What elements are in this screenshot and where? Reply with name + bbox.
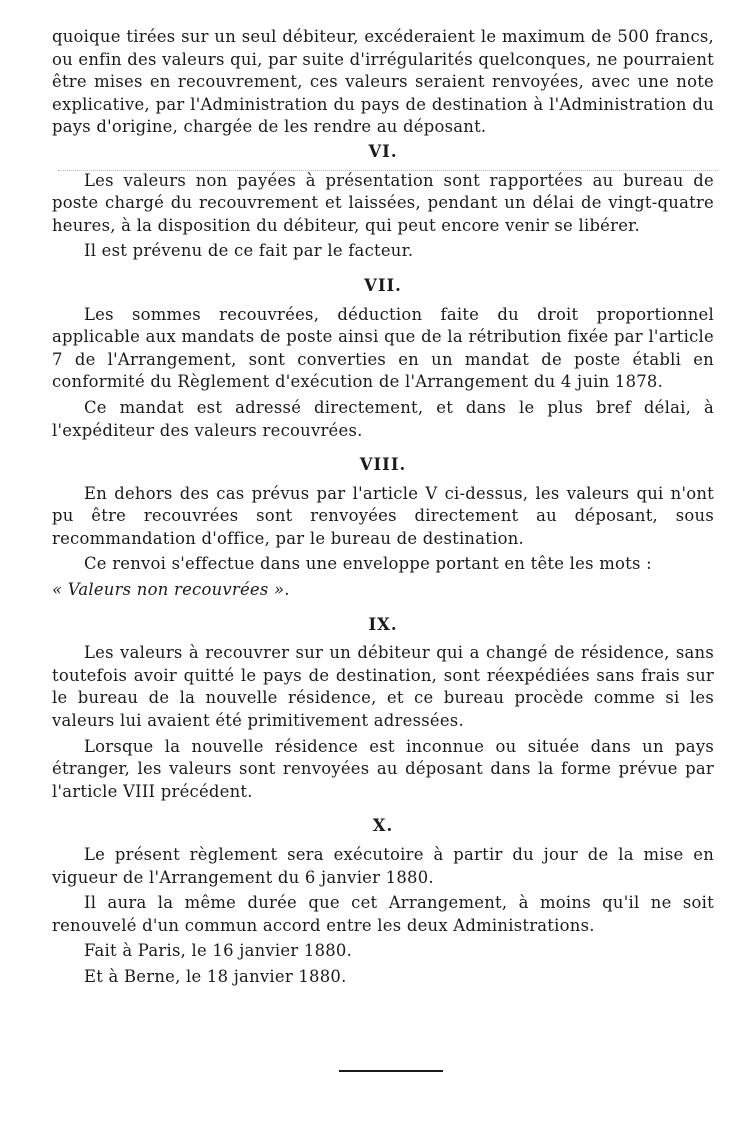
- paragraph: Ce renvoi s'effectue dans une enveloppe portant en tête les mots :: [84, 554, 652, 574]
- section-viii: [52, 454, 714, 602]
- quoted-mention: [52, 579, 714, 602]
- paragraph: Il aura la même durée que cet Arrangement, à moins qu'il ne soit renouvelé d'un commun accord entre les deux Administrations.: [52, 893, 714, 935]
- paragraph: Lorsque la nouvelle résidence est inconnue ou située dans un pays étranger, les valeurs sont renvoyées au déposant dans la forme prévue par l'article VIII précédent.: [52, 736, 714, 801]
- quoted-text: « Valeurs non recouvrées ».: [52, 580, 290, 600]
- section-x: [52, 815, 714, 988]
- section-heading: VII.: [364, 275, 402, 295]
- paragraph: En dehors des cas prévus par l'article V ci-dessus, les valeurs qui n'ont pu être recouvrées sont renvoyées directement au déposant, sous recommandation d'office, par le bureau de destination.: [52, 483, 714, 548]
- scan-artifact-divider: [58, 170, 718, 171]
- section-heading: VI.: [368, 141, 398, 161]
- paragraph: Ce mandat est adressé directement, et dans le plus bref délai, à l'expéditeur des valeurs recouvrées.: [52, 397, 714, 440]
- section-vi: [52, 141, 714, 263]
- closing-rule: [339, 1070, 443, 1072]
- section-ix: [52, 614, 714, 804]
- paragraph: Les valeurs à recouvrer sur un débiteur qui a changé de résidence, sans toutefois avoir quitté le pays de destination, sont réexpédiées sans frais sur le bureau de la nouvelle résidence, et ce bureau procède comme si les valeurs lui avaient été primitivement adressées.: [52, 643, 714, 731]
- section-vii: [52, 275, 714, 442]
- section-heading: IX.: [368, 614, 398, 634]
- signature-paris: Fait à Paris, le 16 janvier 1880.: [84, 941, 353, 961]
- paragraph: Les valeurs non payées à présentation sont rapportées au bureau de poste chargé du recouvrement et laissées, pendant un délai de vingt-quatre heures, à la disposition du débiteur, qui peut encore venir se libérer.: [52, 170, 714, 235]
- section-heading: X.: [372, 816, 394, 836]
- signature-berne: Et à Berne, le 18 janvier 1880.: [84, 966, 347, 986]
- opening-paragraph: quoique tirées sur un seul débiteur, excéderaient le maximum de 500 francs, ou enfin des valeurs qui, par suite d'irrégularités quelconques, ne pourraient être mises en recouvrement, ces valeurs seraient renvoyées, avec une note explicative, par l'Administration du pays de destination à l'Administration du pays d'origine, chargée de les rendre au déposant.: [52, 27, 714, 137]
- paragraph: Il est prévenu de ce fait par le facteur.: [84, 241, 414, 261]
- paragraph: Le présent règlement sera exécutoire à partir du jour de la mise en vigueur de l'Arrangement du 6 janvier 1880.: [52, 845, 714, 887]
- section-heading: VIII.: [359, 455, 407, 475]
- paragraph: Les sommes recouvrées, déduction faite du droit proportionnel applicable aux mandats de poste ainsi que de la rétribution fixée par l'article 7 de l'Arrangement, sont converties en un mandat de poste établi en conformité du Règlement d'exécution de l'Arrangement du 4 juin 1878.: [52, 304, 714, 392]
